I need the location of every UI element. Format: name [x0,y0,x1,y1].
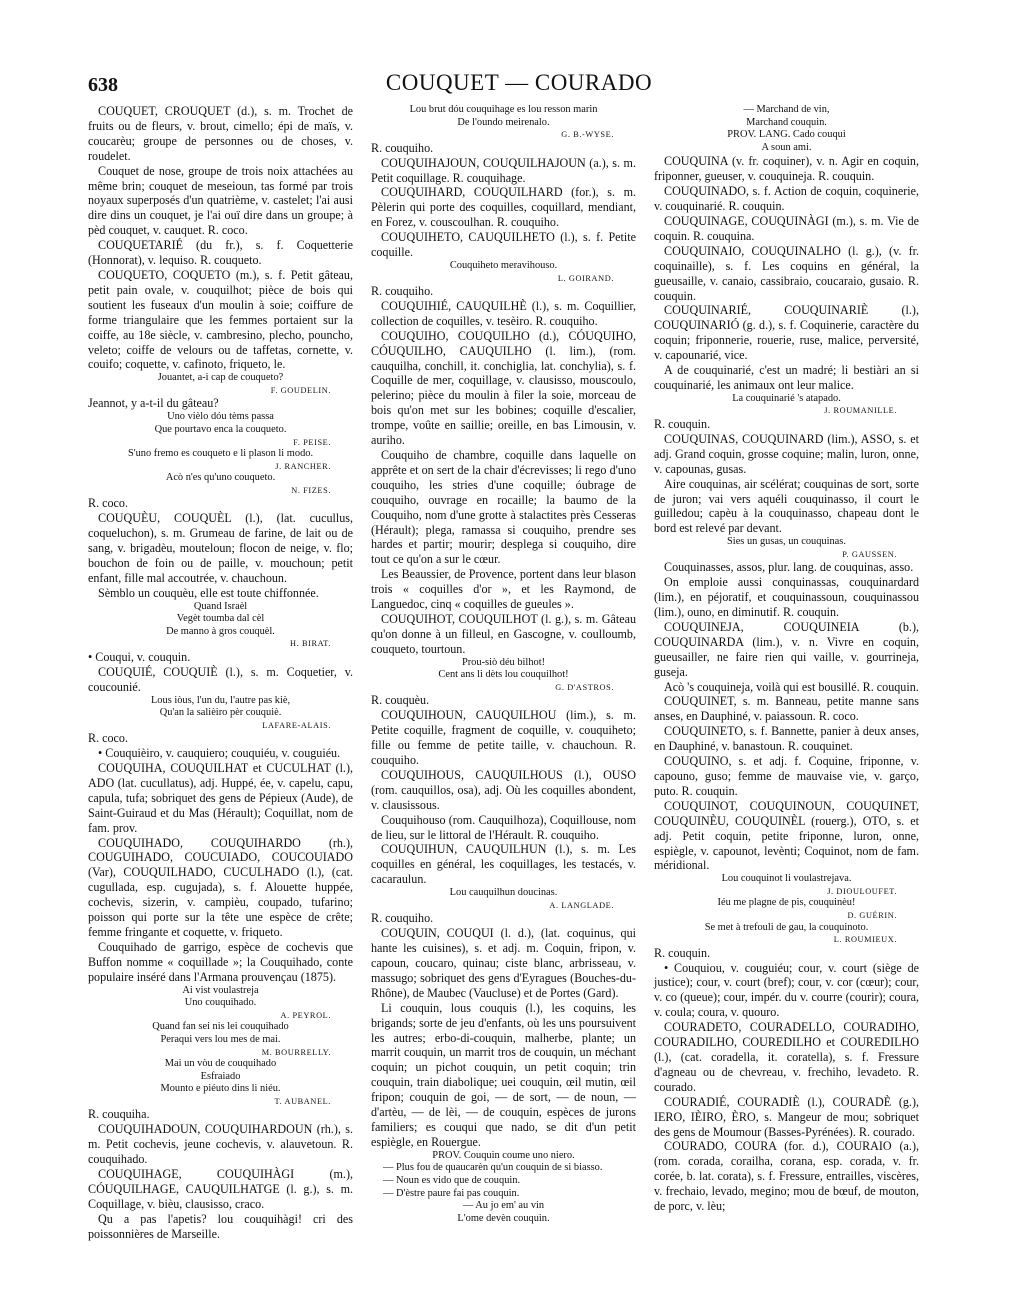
dictionary-entry: COUQUIHUN, CAUQUILHUN (l.), s. m. Les coquilles en général, les coquillages, les testacés, v. cacaraulun. [371,842,636,887]
dictionary-entry: On emploie aussi conquinassas, couquinardard (lim.), en péjoratif, et couquinassoun, couquinassou (lim.), ouno, en diminutif. R. couquin. [654,575,919,620]
quotation-author: F. PEISE. [293,437,331,447]
quotation-line: Lou brut dóu couquihage es lou resson marin [409,104,598,115]
quotation-author: A. PEYROL. [280,1010,331,1020]
dictionary-entry: COUQUINAS, COUQUINARD (lim.), ASSO, s. et adj. Grand coquin, grosse coquine; malin, luron, onne, v. capounas, gusas. [654,431,919,476]
dictionary-entry: Couquiho de chambre, coquille dans laquelle on apprête et on sert de la chair d'écrevisses; li rego d'uno couquiho, les stries d'une coquille; óubrage de couquiho, ouvrage en rocaille; la baumo de la Couquiho, nom d'une grotte à stalactites près Cesseras (Hérault); plega, ramassa si couquiho, prendre ses hardes et partir; mourir; desplega si couquiho, dire tout ce qu'on a sur le cœur. [371,448,636,567]
quotation-author: D. GUÉRIN. [847,911,897,921]
quotation-line: Acò n'es qu'uno couqueto. [165,472,276,484]
dictionary-entry: Qu a pas l'apetis? lou couquihàgi! cri des poissonnières de Marseille. [88,1211,353,1241]
quotation-line: Vegèt toumba dal cèl [176,613,265,625]
dictionary-entry: • Couquiou, v. couguiéu; cour, v. court (siège de justice); cour, v. court (bref); cour, v. cor (cœur); cour, v. co (queue); cour, impér. du v. courre (courir); coura, v. coula; coura, v. quouro. [654,960,919,1020]
dictionary-entry: Aire couquinas, air scélérat; couquinas de sort, sorte de juron; vai vers aquéli couquinasso, il court le guilledou; capèu à la couquinasso, chapeau dont le bord est relevé par devant. [654,476,919,536]
dictionary-entry: COUQUETO, COQUETO (m.), s. f. Petit gâteau, petit pain ovale, v. couquilhot; pièce de bois qui soutient les fuseaux d'un moulin à soie; coiffure de forme triangulaire que les femmes portaient sur la coiffe, au 18e siècle, v. cambresino, plecho, pouncho, veleto; coiffe de velours ou de taffetas, cornette, v. couifo; coquette, v. cafinoto, friqueto, le. [88,267,353,372]
dictionary-entry: COUQUIHOUS, CAUQUILHOUS (l.), OUSO (rom. cauquillos, osa), adj. Où les coquilles abondent, v. clausissous. [371,767,636,812]
page-number: 638 [88,74,118,96]
quotation-line: Jouantet, a-i cap de couqueto? [157,372,284,384]
reference-line: R. couquiho. [371,140,434,155]
quotation-author: J. DIOULOUFET. [827,886,897,896]
quotation-author: L. ROUMIEUX. [833,935,897,945]
quotation-line: Quand Israèl [193,600,248,612]
reference-line: R. couquèu. [371,693,430,708]
reference-line: R. couquiho. [371,911,434,926]
quotation-line: L'ome devèn couquin. [457,1212,550,1224]
dictionary-entry: Couquihado de garrigo, espèce de cochevis que Buffon nomme « coquillade »; la Couquihado, conte populaire inséré dans l'Armana prouvençau (1875). [88,939,353,984]
dictionary-entry: COUQUINOT, COUQUINOUN, COUQUINET, COUQUINÈU, COUQUINÈL (rouerg.), OTO, s. et adj. Petit coquin, petite friponne, luron, onne, espiègle, v. capounot, levènti; Coquinot, nom de fam. méridional. [654,798,919,873]
quotation-author: J. ROUMANILLE. [824,406,897,416]
reference-line: R. couquin. [654,416,711,431]
reference-line: R. couquiho. [371,284,434,299]
quotation-line: Qu'an la salièiro pèr couquiè. [159,707,282,719]
dictionary-entry: Couquihouso (rom. Cauquilhoza), Coquillouse, nom de lieu, sur le littoral de l'Hérault. R. couquiho. [371,812,636,842]
dictionary-entry: COUQUIHOUN, CAUQUILHOU (lim.), s. m. Petite coquille, fragment de coquille, v. couquiheto; fille ou femme de petite taille, v. chauchoun. R. couquiho. [371,708,636,767]
quotation-line: Mai un vòu de couquihado [164,1058,277,1069]
quotation-line: Esfraiado [200,1070,241,1082]
reference-line: R. couquiha. [88,1107,150,1122]
dictionary-entry: COUQUINA (v. fr. coquiner), v. n. Agir en coquin, friponner, gueuser, v. couquineja. R. couquin. [654,154,919,184]
quotation-line: Iéu me plagne de pis, couquinèu! [717,897,856,909]
dictionary-entry: COUQUIHADOUN, COUQUIHARDOUN (rh.), s. m. Petit cochevis, jeune cochevis, v. alauvetoun. R. couquihado. [88,1122,353,1166]
quotation-line: Peraqui vers lou mes de mai. [160,1033,281,1045]
dictionary-entry: COUQUÈU, COUQUÈL (l.), (lat. cucullus, coqueluchon), s. m. Grumeau de farine, de lait ou de sang, v. brigadèu, mouteloun; flocon de neige, v. flo; bouchon de foin ou de paille, v. mouchoun; petit enfant, fille mal accoutrée, v. chauchoun. [88,511,353,585]
quotation-line: S'uno fremo es couqueto e li plason li modo. [127,448,314,459]
quotation-author: LAFARE-ALAIS. [262,720,331,730]
quotation-author: P. GAUSSEN. [842,549,897,559]
dictionary-entry: COUQUIN, COUQUI (l. d.), (lat. coquinus, qui hante les cuisines), s. et adj. m. Coquin, fripon, v. capoun, coucaro, quinau; ciste blanc, arbrisseau, v. massugo; sobriquet des gens d'Eyragues (Bouches-du-Rhône), de Maubec (Vaucluse) et de Portes (Gard). [371,926,636,1000]
quotation-author: N. FIZES. [291,485,331,495]
quotation-line: Lou couquinot li voulastrejava. [721,873,852,885]
quotation-author: F. GOUDELIN. [270,385,331,395]
reference-line: • Couqui, v. couquin. [88,649,191,664]
quotation-line: Sies un gusas, un couquinas. [727,536,846,548]
reference-line: R. couquin. [654,945,711,960]
dictionary-entry: Li couquin, lous couquis (l.), les coquins, les brigands; sorte de jeu d'enfants, où les uns poursuivent les autres; erbo-di-couquin, malherbe, plante; un marrit couquin, un marrit tros de couquin, un méchant coquin; un pichot couquin, un petit coquin; trin couquin, train diabolique; uei couquin, œil mutin, œil fripon; couquin de goi, — de sort, — de noun, — d'artèu, — de lèi, — de couquin, espèces de jurons familiers; es couqui que nado, se dit d'un petit espiègle, en Rouergue. [371,1000,636,1149]
proverb-line: — Noun es vido que de couquin. [383,1174,521,1186]
dictionary-entry: COUQUIHOT, COUQUILHOT (l. g.), s. m. Gâteau qu'on donne à un filleul, en Gascogne, v. coulloumb, couqueto, tourtoun. [371,611,636,656]
quotation-author: M. BOURRELLY. [261,1047,331,1057]
proverb-line: — D'èstre paure fai pas couquin. [383,1187,520,1199]
dictionary-entry: COUQUINADO, s. f. Action de coquin, coquinerie, v. couquinarié. R. couquin. [654,184,919,214]
dictionary-entry: COUQUINARIÉ, COUQUINARIÈ (l.), COUQUINARIÓ (g. d.), s. f. Coquinerie, caractère du coquin; friponnerie, rouerie, ruse, malice, perversité, v. capounarié, vice. [654,303,919,363]
page-header [88,70,950,104]
running-title: COUQUET — COURADO [385,70,653,95]
dictionary-entry: COUQUIHETO, CAUQUILHETO (l.), s. f. Petite coquille. [371,230,636,260]
reference-line: R. coco. [88,496,128,511]
dictionary-entry: COUQUINAGE, COUQUINÀGI (m.), s. m. Vie de coquin. R. couquina. [654,214,919,243]
column-right [654,104,919,1214]
quotation-line: — Au jo em' au vin [462,1200,545,1212]
dictionary-entry: COUQUIHA, COUQUILHAT et CUCULHAT (l.), ADO (lat. cucullatus), adj. Huppé, ée, v. capelu, capu, capula, tufa; sobriquet des gens de Pépieux (Aude), de Saint-Guiraud et du Mas (Hérault); Coquillat, nom de fam. prov. [88,761,353,835]
dictionary-entry: Couquet de nose, groupe de trois noix attachées au même brin; couquet de meseioun, tas formé par trois noyaux superposés d'un quatrième, v. castelet; l'ai ausi dire dins un couquet, je l'ai ouï dire dans un groupe; à pèd couquet, v. cauquet. R. coco. [88,163,353,238]
quotation-line: Que pourtavo enca la couqueto. [154,423,287,435]
quotation-author: J. RANCHER. [275,461,331,471]
quotation-line: Cent ans li dèts lou couquilhot! [438,669,569,681]
dictionary-entry: COUQUIÉ, COUQUIÈ (l.), s. m. Coquetier, v. coucounié. [88,664,353,694]
quotation-line: De manno à gros couquèl. [166,625,275,637]
column-left [88,104,353,1241]
proverb-line: — Plus fou de quaucarèn qu'un couquin de si biasso. [383,1162,603,1174]
quotation-author: L. GOIRAND. [557,273,614,283]
dictionary-entry: COUQUINET, s. m. Banneau, petite manne sans anses, en Dauphiné, v. paiassoun. R. coco. [654,694,919,724]
quotation-author: A. LANGLADE. [549,900,614,910]
dictionary-entry: COURADETO, COURADELLO, COURADIHO, COURADILHO, COUREDILHO et COUREDILHO (l.), (cat. coradella, it. coratella), s. f. Fressure d'agneau ou de chevreau, v. frechiho, levadeto. R. courado. [654,1020,919,1094]
dictionary-entry: A de couquinarié, c'est un madré; li bestiàri an si couquinarié, les animaux ont leur malice. [654,363,919,392]
quotation-line: PROV. Couquin coume uno niero. [432,1149,575,1161]
quotation-line: A soun ami. [761,141,812,153]
quotation-line: Mounto e piéuto dins li niéu. [160,1083,281,1095]
dictionary-entry: COUQUIHIÉ, CAUQUILHÈ (l.), s. m. Coquillier, collection de coquilles, v. tesèiro. R. couquiho. [371,298,636,328]
quotation-author: G. B.-WYSE. [561,130,614,140]
dictionary-entry: COUQUIHAJOUN, COUQUILHAJOUN (a.), s. m. Petit coquillage. R. couquihage. [371,155,636,185]
quotation-author: T. AUBANEL. [274,1096,331,1106]
dictionary-entry: Sèmblo un couquèu, elle est toute chiffonnée. [98,585,319,600]
dictionary-entry: • Couquièiro, v. cauquiero; couquiéu, v. couguiéu. [98,746,341,761]
dictionary-entry: COUQUETARIÉ (du fr.), s. f. Coquetterie (Honnorat), v. lequiso. R. couqueto. [88,238,353,268]
column-middle [371,104,636,1225]
quotation-line: Marchand couquin. [746,116,827,128]
quotation-author: H. BIRAT. [290,639,331,649]
dictionary-entry: COUQUIHO, COUQUILHO (d.), CÓUQUIHO, CÓUQUILHO, CAUQUILHO (l. lim.), (rom. cauquilha, conchill, it. conchiglia, lat. conchylia), s. f. Coquille de mer, coquillage, v. clausisso, mouscoulo, pelerino; pièce du moulin à filer la soie, morceau de bois qu'on met sur les bobines; coquille d'escalier, trompe, voûte en saillie; oreille, en bas Limousin, v. auriho. [371,328,636,448]
reference-line: R. coco. [88,731,128,746]
quotation-line: Lous iòus, l'un du, l'autre pas kiè, [150,694,291,706]
dictionary-entry: COURADIÉ, COURADIÈ (l.), COURADÈ (g.), IERO, IÈIRO, ÈRO, s. Mangeur de mou; sobriquet des gens de Moumour (Basses-Pyrénées). R. courado. [654,1094,919,1139]
dictionary-entry: COUQUIHARD, COUQUILHARD (for.), s. m. Pèlerin qui porte des coquilles, coquillard, mendiant, en Forez, v. couscoulhan. R. couquiho. [371,185,636,230]
quotation-line: Lou cauquilhun doucinas. [449,887,558,899]
quotation-line: Se met à trefouli de gau, la couquinoto. [704,921,869,933]
dictionary-entry: COUQUINETO, s. f. Bannette, panier à deux anses, en Dauphiné, v. banastoun. R. couquinet. [654,724,919,754]
quotation-line: Quand fan sei nis lei couquihado [152,1021,289,1033]
quotation-line: Uno couquihado. [184,997,257,1009]
quotation-author: G. D'ASTROS. [555,682,614,692]
dictionary-entry: COUQUINEJA, COUQUINEIA (b.), COUQUINARDA (lim.), v. n. Vivre en coquin, gueusailler, ne faire rien qui vaille, v. gourrineja, guseja. [654,619,919,679]
dictionary-entry: COUQUET, CROUQUET (d.), s. m. Trochet de fruits ou de fleurs, v. brout, cimello; épi de maïs, v. coucarèu; groupe de personnes ou de choses, v. roudelet. [88,104,353,163]
quotation-line: PROV. LANG. Cado couqui [727,129,846,141]
quotation-line: Uno vièlo dóu tèms passa [167,411,274,423]
dictionary-entry: Les Beaussier, de Provence, portent dans leur blason trois « coquilles d'or », et les Raymond, de Languedoc, cinq « coquilles de gueules ». [371,567,636,612]
quotation-line: La couquinarié 's atapado. [732,392,841,404]
quotation-line: Couquiheto meravihouso. [449,259,558,271]
dictionary-entry: Acò 's couquineja, voilà qui est bousillé. R. couquin. [664,679,919,694]
dictionary-entry: COUQUIHADO, COUQUIHARDO (rh.), COUGUIHADO, COUCUIADO, COUCOUIADO (Var), COUQUILHADO, CUCULHADO (l.), (cat. cugullada, esp. cugujada), s. f. Alouette huppée, cochevis, sizerin, v. campièu, coupado, tufarino; poisson qui porte sur la tête une espèce de crête; femme fringante et coquette, v. friqueto. [88,835,353,939]
dictionary-entry: COUQUINO, s. et adj. f. Coquine, friponne, v. capouno, guso; femme de mauvaise vie, v. garço, puto. R. couquin. [654,754,919,798]
dictionary-entry: Couquinasses, assos, plur. lang. de couquinas, asso. [664,560,914,575]
quotation-line: Ai vist voulastreja [182,984,259,996]
dictionary-entry: COURADO, COURA (for. d.), COURAIO (a.), (rom. corada, corailha, corana, esp. corada, v. fr. corée, b. lat. corata), s. f. Fressure, entrailles, viscères, v. frechaio, levado, megino; mou de bœuf, de mouton, de porc, v. lèu; [654,1139,919,1214]
reference-line: Jeannot, y a-t-il du gâteau? [88,396,219,411]
dictionary-entry: COUQUINAIO, COUQUINALHO (l. g.), (v. fr. coquinaille), s. f. Les coquins en général, la gueusaille, v. canaio, cassibraio, coucaraio, gusaio. R. couquin. [654,243,919,303]
dictionary-entry: COUQUIHAGE, COUQUIHÀGI (m.), CÓUQUILHAGE, CAUQUILHATGE (l. g.), s. m. Coquillage, v. bièu, clausisso, craco. [88,1166,353,1211]
quotation-line: — Marchand de vin, [743,104,830,115]
quotation-line: Prou-siò déu bilhot! [461,656,546,668]
quotation-line: De l'oundo meirenalo. [457,116,550,128]
